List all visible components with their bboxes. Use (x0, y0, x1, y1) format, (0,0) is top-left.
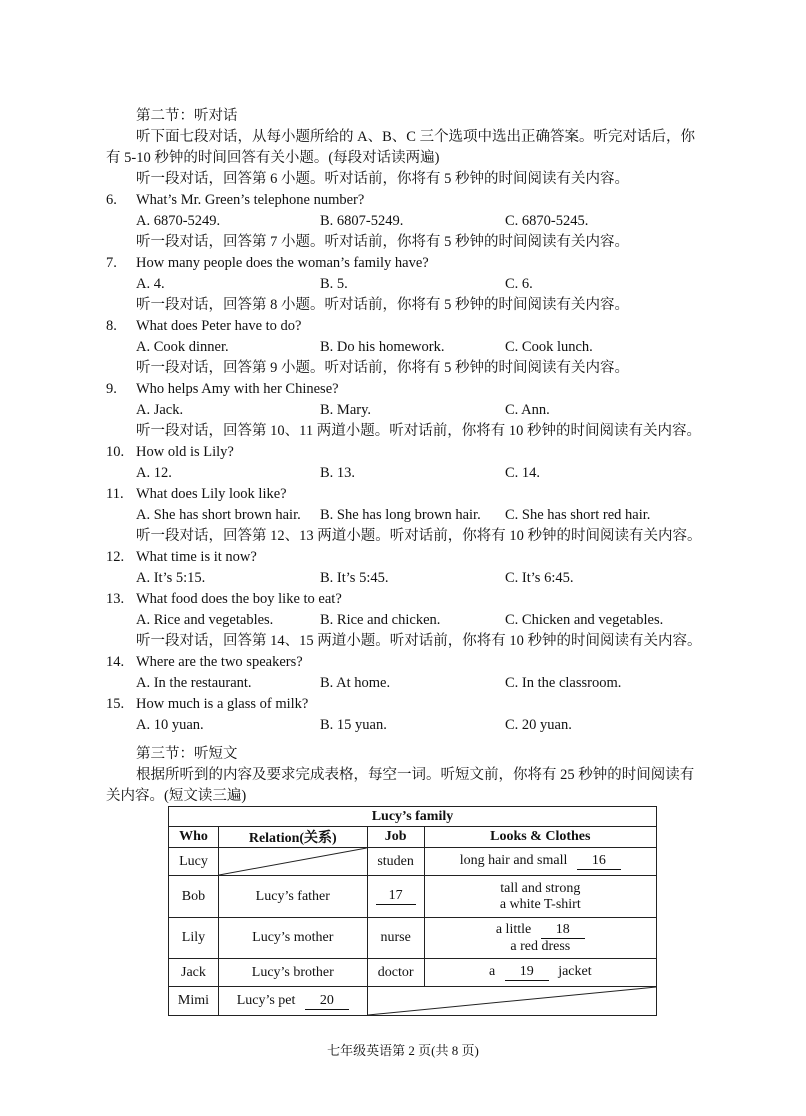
answer-option-a[interactable]: A. Cook dinner. (136, 339, 229, 355)
question-number: 9. (106, 381, 117, 397)
answer-option-c[interactable]: C. She has short red hair. (505, 507, 651, 523)
answer-option-c[interactable]: C. Cook lunch. (505, 339, 593, 355)
cell-who: Mimi (169, 987, 219, 1016)
question-number: 7. (106, 255, 117, 271)
question-instruction: 听一段对话，回答第 8 小题。听对话前，你将有 5 秒钟的时间阅读有关内容。 (136, 297, 629, 313)
answer-blank-16[interactable]: 16 (577, 853, 621, 870)
cell-looks (424, 918, 656, 959)
answer-option-c[interactable]: C. 20 yuan. (505, 717, 572, 733)
cell-job (367, 876, 424, 918)
question-number: 6. (106, 192, 117, 208)
cell-job: doctor (367, 959, 424, 987)
looks-text: a (488, 964, 496, 979)
question-text: What’s Mr. Green’s telephone number? (136, 192, 365, 208)
answer-option-b[interactable]: B. Do his homework. (320, 339, 445, 355)
looks-text: a little (495, 921, 532, 937)
header-job: Job (367, 827, 424, 848)
question-text: Where are the two speakers? (136, 654, 303, 670)
answer-option-a[interactable]: A. It’s 5:15. (136, 570, 206, 586)
answer-option-b[interactable]: B. Rice and chicken. (320, 612, 441, 628)
cell-looks (424, 876, 656, 918)
question-instruction: 听一段对话，回答第 7 小题。听对话前，你将有 5 秒钟的时间阅读有关内容。 (136, 234, 629, 250)
question-text: What does Peter have to do? (136, 318, 302, 334)
question-instruction: 听一段对话，回答第 14、15 两道小题。听对话前，你将有 10 秒钟的时间阅读有关内容。 (136, 633, 702, 649)
table-row (169, 987, 657, 1016)
answer-option-b[interactable]: B. 13. (320, 465, 356, 481)
answer-option-a[interactable]: A. Jack. (136, 402, 184, 418)
section2-instruction-line2: 有 5-10 秒钟的时间回答有关小题。(每段对话读两遍) (106, 150, 440, 166)
cell-looks (424, 959, 656, 987)
cell-relation: Lucy’s mother (218, 918, 367, 959)
answer-blank-20[interactable]: 20 (305, 993, 349, 1010)
answer-option-c[interactable]: C. Chicken and vegetables. (505, 612, 664, 628)
header-relation: Relation(关系) (218, 827, 367, 848)
table-row (169, 918, 657, 959)
looks-text: long hair and small (459, 853, 568, 868)
answer-option-b[interactable]: B. 15 yuan. (320, 717, 387, 733)
cell-who: Lucy (169, 848, 219, 876)
answer-blank-18[interactable]: 18 (541, 922, 585, 939)
question-instruction: 听一段对话，回答第 10、11 两道小题。听对话前，你将有 10 秒钟的时间阅读有关内容。 (136, 423, 701, 439)
question-text: What time is it now? (136, 549, 257, 565)
question-number: 10. (106, 444, 125, 460)
answer-option-a[interactable]: A. 4. (136, 276, 165, 292)
cell-relation (218, 987, 367, 1016)
question-number: 14. (106, 654, 125, 670)
answer-option-b[interactable]: B. 6807-5249. (320, 213, 404, 229)
clothes-text: a red dress (510, 938, 571, 954)
page-footer: 七年级英语第 2 页(共 8 页) (327, 1043, 479, 1058)
cell-relation: Lucy’s brother (218, 959, 367, 987)
cell-looks (424, 848, 656, 876)
question-number: 8. (106, 318, 117, 334)
diagonal-line (219, 848, 367, 875)
question-text: How many people does the woman’s family have? (136, 255, 429, 271)
cell-relation: Lucy’s father (218, 876, 367, 918)
answer-option-b[interactable]: B. At home. (320, 675, 391, 691)
question-instruction: 听一段对话，回答第 9 小题。听对话前，你将有 5 秒钟的时间阅读有关内容。 (136, 360, 629, 376)
clothes-text: a white T-shirt (499, 896, 581, 912)
section2-instruction-line1: 听下面七段对话，从每小题所给的 A、B、C 三个选项中选出正确答案。听完对话后，你 (136, 129, 696, 145)
table-title: Lucy’s family (169, 807, 657, 827)
cell-job: nurse (367, 918, 424, 959)
cell-who: Bob (169, 876, 219, 918)
question-text: How much is a glass of milk? (136, 696, 309, 712)
answer-option-c[interactable]: C. 6870-5245. (505, 213, 589, 229)
question-instruction: 听一段对话，回答第 12、13 两道小题。听对话前，你将有 10 秒钟的时间阅读有关内容。 (136, 528, 702, 544)
section3-instruction-line2: 关内容。(短文读三遍) (106, 788, 247, 804)
diagonal-line (368, 987, 656, 1015)
answer-option-a[interactable]: A. 12. (136, 465, 172, 481)
answer-option-c[interactable]: C. Ann. (505, 402, 550, 418)
question-number: 13. (106, 591, 125, 607)
cell-who: Lily (169, 918, 219, 959)
answer-blank-17[interactable]: 17 (376, 888, 416, 905)
question-text: What does Lily look like? (136, 486, 287, 502)
answer-option-c[interactable]: C. It’s 6:45. (505, 570, 574, 586)
section3-title: 第三节：听短文 (136, 746, 238, 762)
question-text: Who helps Amy with her Chinese? (136, 381, 339, 397)
answer-option-a[interactable]: A. 6870-5249. (136, 213, 221, 229)
section2-title: 第二节：听对话 (136, 108, 238, 124)
answer-option-b[interactable]: B. 5. (320, 276, 348, 292)
question-number: 12. (106, 549, 125, 565)
answer-option-a[interactable]: A. 10 yuan. (136, 717, 204, 733)
header-looks-clothes: Looks & Clothes (424, 827, 656, 848)
cell-relation-empty (218, 848, 367, 876)
question-number: 15. (106, 696, 125, 712)
answer-option-c[interactable]: C. 14. (505, 465, 541, 481)
table-row (169, 959, 657, 987)
answer-option-a[interactable]: A. She has short brown hair. (136, 507, 301, 523)
looks-text: tall and strong (500, 880, 581, 896)
table-row (169, 848, 657, 876)
question-instruction: 听一段对话，回答第 6 小题。听对话前，你将有 5 秒钟的时间阅读有关内容。 (136, 171, 629, 187)
cell-empty-merged (367, 987, 656, 1016)
question-number: 11. (106, 486, 124, 502)
answer-option-b[interactable]: B. She has long brown hair. (320, 507, 481, 523)
answer-option-b[interactable]: B. It’s 5:45. (320, 570, 389, 586)
section3-instruction-line1: 根据所听到的内容及要求完成表格，每空一词。听短文前，你将有 25 秒钟的时间阅读有 (136, 767, 695, 783)
lucy-family-table (168, 806, 657, 1016)
answer-blank-19[interactable]: 19 (505, 964, 549, 981)
header-who: Who (169, 827, 219, 848)
relation-text: Lucy’s pet (236, 992, 296, 1008)
question-text: How old is Lily? (136, 444, 234, 460)
answer-option-a[interactable]: A. Rice and vegetables. (136, 612, 274, 628)
answer-option-c[interactable]: C. 6. (505, 276, 533, 292)
answer-option-c[interactable]: C. In the classroom. (505, 675, 622, 691)
answer-option-a[interactable]: A. In the restaurant. (136, 675, 252, 691)
table-row (169, 876, 657, 918)
clothes-text: jacket (558, 964, 592, 979)
question-text: What food does the boy like to eat? (136, 591, 342, 607)
cell-who: Jack (169, 959, 219, 987)
cell-job: studen (367, 848, 424, 876)
answer-option-b[interactable]: B. Mary. (320, 402, 372, 418)
